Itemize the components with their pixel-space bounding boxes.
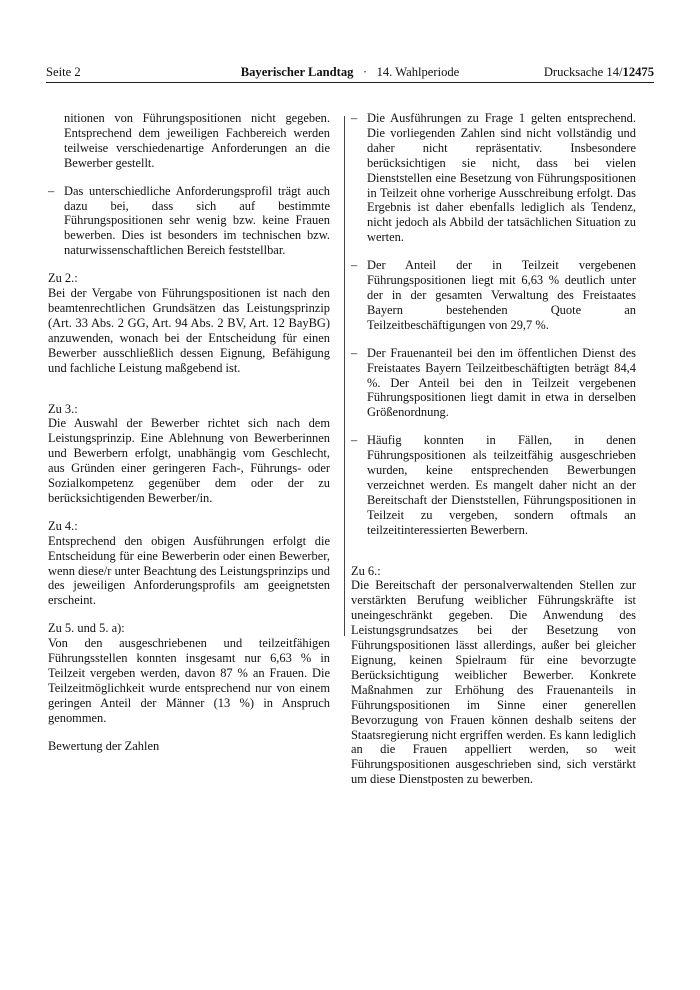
section-text-zu3: Die Auswahl der Bewerber richtet sich nach dem Leistungsprinzip. Eine Ablehnung von Bewerberinnen und Bewerbern erfolgt, unabhängig vom Geschlecht, aus Gründen einer geringeren Fach-, Führungs- oder Sozialkompetenz gegenüber dem oder der zu berücksichtigenden Bewerber/in. [48, 416, 330, 505]
page-header [46, 64, 654, 80]
section-heading-zu3: Zu 3.: [48, 401, 78, 416]
parliament-name: Bayerischer Landtag [240, 65, 354, 79]
right-column [351, 111, 636, 800]
bullet-item [351, 258, 636, 333]
document-prefix: Drucksache 14/ [543, 65, 623, 79]
bullet-text: Häufig konnten in Fällen, in denen Führungspositionen als teilzeitfähig ausgeschrieben wurden, keine entsprechenden Bewerbungen verzeichnet werden. Es mangelt daher nicht an der Bereitschaft der Dienststellen, Führungspositionen in Teilzeit zu vergeben, sondern oftmals an teilzeitinteressierten Bewerbern. [367, 433, 636, 537]
legislative-period: 14. Wahlperiode [376, 65, 460, 79]
section-text-zu6: Die Bereitschaft der personalverwaltenden Stellen zur verstärkten Berufung weiblicher Führungskräfte ist uneingeschränkt gegeben. Die Anwendung des Leistungsgrundsatzes bei der Besetzung von Führungspositionen lässt allerdings, außer bei gleicher Eignung, keinen Spielraum für eine bevorzugte Berücksichtigung weiblicher Bewerber. Konkrete Maßnahmen zur Erhöhung des Frauenanteils in Führungspositionen im Sinne einer generellen Bevorzugung von Frauen können deshalb seitens der Staatsregierung nicht ergriffen werden. Es kann lediglich an die Frauen appelliert werden, so weit Führungspositionen ausgeschrieben sind, sich verstärkt um diese Dienstposten zu bewerben. [351, 578, 636, 787]
section-text-zu5: Von den ausgeschriebenen und teilzeitfähigen Führungsstellen konnten insgesamt nur 6,63 % in Teilzeit vergeben werden, davon 87 % an Frauen. Die Teilzeitmöglichkeit wurde entsprechend nur von einem geringen Anteil der Männer (13 %) in Anspruch genommen. [48, 636, 330, 725]
bullet-text: Der Frauenanteil bei den im öffentlichen Dienst des Freistaates Bayern Teilzeitbeschäftigten beträgt 84,4 %. Der Anteil bei den in Teilzeit vergebenen Führungspositionen liegt damit in etwa in derselben Größenordnung. [367, 345, 636, 420]
document-number-value: 12475 [622, 65, 654, 79]
section-heading-zu5: Zu 5. und 5. a): [48, 621, 125, 636]
section-heading-zu6: Zu 6.: [351, 563, 381, 578]
bullet-dash: – [351, 345, 358, 360]
evaluation-heading: Bewertung der Zahlen [48, 738, 160, 753]
bullet-dash: – [351, 258, 358, 273]
bullet-item [351, 433, 636, 537]
header-rule [46, 82, 654, 83]
bullet-item [351, 346, 636, 421]
section-text-zu2: Bei der Vergabe von Führungspositionen ist nach den beamtenrechtlichen Grundsätzen das Leistungsprinzip (Art. 33 Abs. 2 GG, Art. 94 Abs. 2 BV, Art. 12 BayBG) anzuwenden, wonach bei der Entscheidung für einen Bewerber ausschließlich dessen Eignung, Befähigung und fachliche Leistung maßgebend ist. [48, 286, 330, 375]
bullet-item [48, 184, 330, 259]
section-heading-zu2: Zu 2.: [48, 271, 78, 286]
section-text-zu4: Entsprechend den obigen Ausführungen erfolgt die Entscheidung für eine Bewerberin oder einen Bewerber, wenn diese/r unter Beachtung des Leistungsprinzips und des jeweiligen Anforderungsprofils am geeignetsten erscheint. [48, 533, 330, 608]
bullet-text: Das unterschiedliche Anforderungsprofil trägt auch dazu bei, dass sich auf bestimmte Führungspositionen sehr wenig bzw. keine Frauen bewerben. Dies ist besonders im technischen bzw. naturwissenschaftlichen Bereich feststellbar. [64, 183, 330, 258]
left-column [48, 111, 330, 767]
bullet-text: Die Ausführungen zu Frage 1 gelten entsprechend. Die vorliegenden Zahlen sind nicht vollständig und daher nicht repräsentativ. Insbesondere berücksichtigen sie nicht, dass bei vielen Dienststellen eine Besetzung von Führungspositionen in Teilzeit ohne vorherige Ausschreibung erfolgt. Das Ergebnis ist daher ebenfalls lediglich als Tendenz, nicht jedoch als Abbild der tatsächlichen Situation zu werten. [367, 111, 636, 245]
page-number: Seite 2 [46, 65, 81, 79]
section-heading-zu4: Zu 4.: [48, 518, 78, 533]
bullet-dash: – [351, 111, 358, 125]
bullet-item [351, 111, 636, 245]
bullet-text: Der Anteil der in Teilzeit vergebenen Führungspositionen liegt mit 6,63 % deutlich unter der in der gesamten Verwaltung des Freistaates Bayern bestehenden Quote an Teilzeitbeschäftigungen von 29,7 %. [367, 258, 636, 332]
header-separator: · [362, 65, 368, 79]
bullet-dash: – [351, 433, 358, 448]
bullet-dash: – [48, 183, 55, 198]
column-divider [344, 116, 345, 636]
continued-paragraph: nitionen von Führungspositionen nicht gegeben. Entsprechend dem jeweiligen Fachbereich werden teilweise verschiedenartige Anforderungen an die Bewerber gestellt. [64, 111, 330, 170]
document-number [544, 64, 654, 80]
